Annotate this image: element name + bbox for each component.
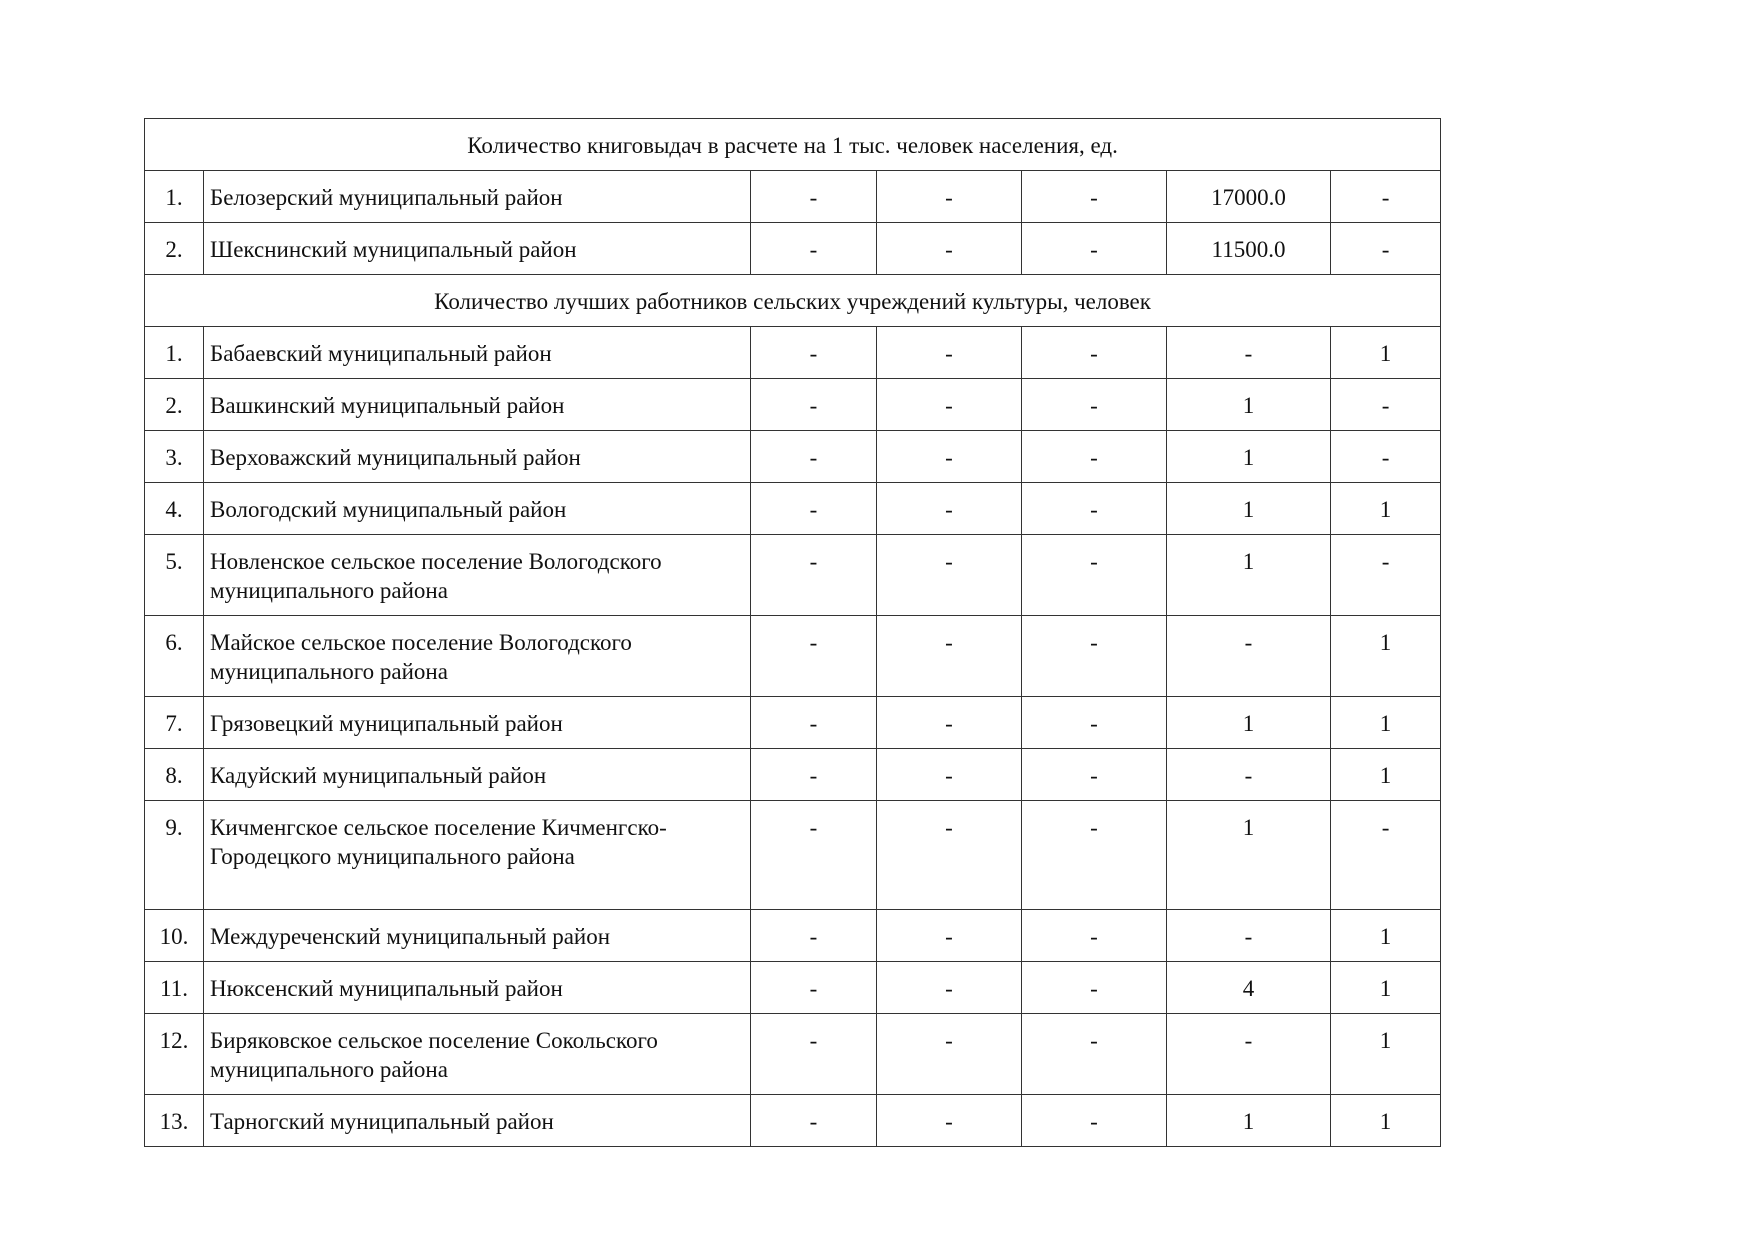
value-cell-2: -	[877, 910, 1022, 962]
row-number: 5.	[145, 535, 204, 616]
value-cell-2: -	[877, 962, 1022, 1014]
value-cell-3: -	[1022, 483, 1167, 535]
value-cell-3: -	[1022, 223, 1167, 275]
value-cell-5: 1	[1331, 697, 1441, 749]
municipality-name: Междуреченский муниципальный район	[204, 910, 751, 962]
table-row	[145, 223, 1441, 275]
value-cell-2: -	[877, 801, 1022, 910]
row-number: 11.	[145, 962, 204, 1014]
value-cell-1: -	[751, 749, 877, 801]
value-cell-5: -	[1331, 431, 1441, 483]
row-number: 8.	[145, 749, 204, 801]
row-number: 10.	[145, 910, 204, 962]
value-cell-5: 1	[1331, 910, 1441, 962]
municipality-name: Вологодский муниципальный район	[204, 483, 751, 535]
value-cell-5: 1	[1331, 616, 1441, 697]
table-row	[145, 431, 1441, 483]
value-cell-2: -	[877, 431, 1022, 483]
value-cell-5: 1	[1331, 962, 1441, 1014]
municipality-name: Грязовецкий муниципальный район	[204, 697, 751, 749]
table-row	[145, 535, 1441, 616]
value-cell-4: 1	[1167, 697, 1331, 749]
municipality-name: Кичменгское сельское поселение Кичменгско-Городецкого муниципального района	[204, 801, 751, 910]
row-number: 7.	[145, 697, 204, 749]
value-cell-1: -	[751, 801, 877, 910]
value-cell-1: -	[751, 171, 877, 223]
value-cell-1: -	[751, 223, 877, 275]
row-number: 4.	[145, 483, 204, 535]
section-header-row	[145, 119, 1441, 171]
row-number: 6.	[145, 616, 204, 697]
value-cell-1: -	[751, 962, 877, 1014]
value-cell-4: 1	[1167, 1095, 1331, 1147]
value-cell-3: -	[1022, 535, 1167, 616]
data-table	[144, 118, 1441, 1147]
section-title: Количество книговыдач в расчете на 1 тыс. человек населения, ед.	[145, 119, 1441, 171]
value-cell-5: -	[1331, 535, 1441, 616]
value-cell-4: 1	[1167, 431, 1331, 483]
value-cell-2: -	[877, 1095, 1022, 1147]
value-cell-2: -	[877, 223, 1022, 275]
row-number: 2.	[145, 223, 204, 275]
value-cell-4: 1	[1167, 535, 1331, 616]
value-cell-5: -	[1331, 379, 1441, 431]
table-row	[145, 327, 1441, 379]
value-cell-5: 1	[1331, 327, 1441, 379]
value-cell-3: -	[1022, 910, 1167, 962]
value-cell-5: -	[1331, 801, 1441, 910]
table-row	[145, 801, 1441, 910]
value-cell-2: -	[877, 535, 1022, 616]
value-cell-4: -	[1167, 910, 1331, 962]
row-number: 13.	[145, 1095, 204, 1147]
municipality-name: Майское сельское поселение Вологодского муниципального района	[204, 616, 751, 697]
value-cell-1: -	[751, 910, 877, 962]
municipality-name: Верховажский муниципальный район	[204, 431, 751, 483]
value-cell-5: 1	[1331, 1014, 1441, 1095]
value-cell-1: -	[751, 379, 877, 431]
value-cell-4: 1	[1167, 483, 1331, 535]
value-cell-4: -	[1167, 616, 1331, 697]
table-row	[145, 483, 1441, 535]
value-cell-2: -	[877, 1014, 1022, 1095]
section-title: Количество лучших работников сельских учреждений культуры, человек	[145, 275, 1441, 327]
row-number: 1.	[145, 171, 204, 223]
table-row	[145, 962, 1441, 1014]
value-cell-3: -	[1022, 962, 1167, 1014]
value-cell-2: -	[877, 749, 1022, 801]
value-cell-2: -	[877, 483, 1022, 535]
municipality-name: Вашкинский муниципальный район	[204, 379, 751, 431]
value-cell-2: -	[877, 616, 1022, 697]
municipality-name: Нюксенский муниципальный район	[204, 962, 751, 1014]
value-cell-2: -	[877, 171, 1022, 223]
municipality-name: Белозерский муниципальный район	[204, 171, 751, 223]
value-cell-2: -	[877, 697, 1022, 749]
table-row	[145, 171, 1441, 223]
value-cell-1: -	[751, 1014, 877, 1095]
value-cell-4: 11500.0	[1167, 223, 1331, 275]
table-row	[145, 1014, 1441, 1095]
value-cell-5: -	[1331, 171, 1441, 223]
value-cell-4: -	[1167, 1014, 1331, 1095]
value-cell-4: -	[1167, 327, 1331, 379]
value-cell-3: -	[1022, 1095, 1167, 1147]
value-cell-5: -	[1331, 223, 1441, 275]
value-cell-5: 1	[1331, 749, 1441, 801]
value-cell-4: 4	[1167, 962, 1331, 1014]
table-body	[145, 119, 1441, 1147]
row-number: 9.	[145, 801, 204, 910]
row-number: 3.	[145, 431, 204, 483]
municipality-name: Кадуйский муниципальный район	[204, 749, 751, 801]
value-cell-4: -	[1167, 749, 1331, 801]
value-cell-3: -	[1022, 616, 1167, 697]
value-cell-1: -	[751, 535, 877, 616]
value-cell-1: -	[751, 483, 877, 535]
table-row	[145, 910, 1441, 962]
row-number: 12.	[145, 1014, 204, 1095]
value-cell-3: -	[1022, 801, 1167, 910]
value-cell-3: -	[1022, 379, 1167, 431]
table-row	[145, 749, 1441, 801]
section-header-row	[145, 275, 1441, 327]
value-cell-4: 1	[1167, 801, 1331, 910]
value-cell-1: -	[751, 697, 877, 749]
value-cell-2: -	[877, 379, 1022, 431]
value-cell-3: -	[1022, 749, 1167, 801]
value-cell-1: -	[751, 616, 877, 697]
value-cell-3: -	[1022, 1014, 1167, 1095]
row-number: 2.	[145, 379, 204, 431]
municipality-name: Новленское сельское поселение Вологодского муниципального района	[204, 535, 751, 616]
value-cell-4: 17000.0	[1167, 171, 1331, 223]
value-cell-5: 1	[1331, 1095, 1441, 1147]
municipality-name: Шекснинский муниципальный район	[204, 223, 751, 275]
value-cell-4: 1	[1167, 379, 1331, 431]
value-cell-2: -	[877, 327, 1022, 379]
value-cell-3: -	[1022, 327, 1167, 379]
value-cell-3: -	[1022, 431, 1167, 483]
value-cell-1: -	[751, 1095, 877, 1147]
table-row	[145, 379, 1441, 431]
value-cell-3: -	[1022, 171, 1167, 223]
municipality-name: Биряковское сельское поселение Сокольского муниципального района	[204, 1014, 751, 1095]
value-cell-1: -	[751, 327, 877, 379]
table-row	[145, 1095, 1441, 1147]
row-number: 1.	[145, 327, 204, 379]
municipality-name: Бабаевский муниципальный район	[204, 327, 751, 379]
value-cell-5: 1	[1331, 483, 1441, 535]
table-row	[145, 616, 1441, 697]
value-cell-1: -	[751, 431, 877, 483]
table-row	[145, 697, 1441, 749]
value-cell-3: -	[1022, 697, 1167, 749]
municipality-name: Тарногский муниципальный район	[204, 1095, 751, 1147]
